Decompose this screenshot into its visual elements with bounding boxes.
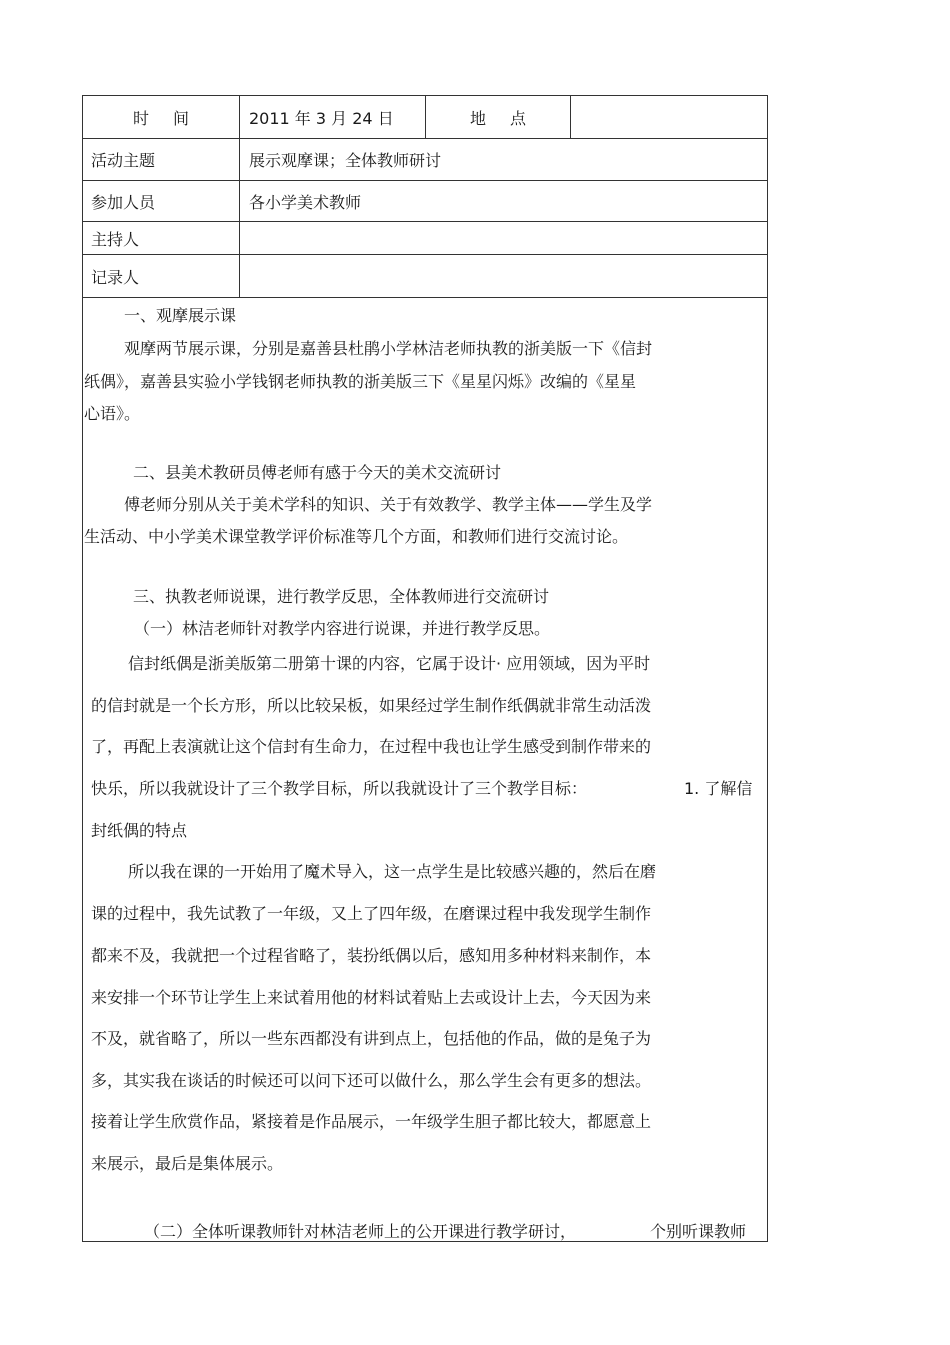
time-label: 时间	[83, 96, 240, 138]
theme-label: 活动主题	[83, 139, 240, 180]
time-value: 2011 年 3 月 24 日	[240, 96, 426, 138]
section-heading: 二、县美术教研员傅老师有感于今天的美术交流研讨	[133, 463, 502, 482]
paragraph-line: 的信封就是一个长方形，所以比较呆板，如果经过学生制作纸偶就非常生动活泼	[91, 696, 652, 715]
theme-row	[83, 139, 767, 181]
paragraph-line: 信封纸偶是浙美版第二册第十课的内容，它属于设计· 应用领域，因为平时	[128, 654, 651, 673]
recorder-value	[240, 255, 767, 297]
section-heading: 一、观摩展示课	[124, 306, 237, 325]
paragraph-line: 多，其实我在谈话的时候还可以问下还可以做什么，那么学生会有更多的想法。	[91, 1071, 652, 1090]
paragraph-line: 封纸偶的特点	[91, 821, 188, 840]
goal-item: 1. 了解信	[684, 779, 753, 798]
host-label: 主持人	[83, 222, 240, 254]
place-label: 地点	[426, 96, 571, 138]
participants-row	[83, 181, 767, 222]
paragraph-line: 来安排一个环节让学生上来试着用他的材料试着贴上去或设计上去，今天因为来	[91, 988, 652, 1007]
paragraph-line: 都来不及，我就把一个过程省略了，装扮纸偶以后，感知用多种材料来制作，本	[91, 946, 652, 965]
section-heading: 三、执教老师说课，进行教学反思，全体教师进行交流研讨	[133, 587, 550, 606]
subsection-heading: （二）全体听课教师针对林洁老师上的公开课进行教学研讨，	[144, 1222, 577, 1241]
paragraph-line: 快乐，所以我就设计了三个教学目标，所以我就设计了三个教学目标：	[91, 779, 588, 798]
paragraph-line: 个别听课教师	[650, 1222, 747, 1241]
paragraph-line: 傅老师分别从关于美术学科的知识、关于有效教学、教学主体——学生及学	[124, 495, 653, 514]
paragraph-line: 不及，就省略了，所以一些东西都没有讲到点上，包括他的作品，做的是兔子为	[91, 1029, 652, 1048]
paragraph-line: 观摩两节展示课，分别是嘉善县杜鹃小学林洁老师执教的浙美版一下《信封	[124, 339, 653, 358]
place-value	[571, 96, 767, 138]
record-content	[83, 298, 767, 1241]
recorder-row	[83, 255, 767, 298]
time-place-row	[83, 96, 767, 139]
theme-value: 展示观摩课；全体教师研讨	[249, 151, 442, 170]
host-value	[240, 222, 767, 254]
paragraph-line: 课的过程中，我先试教了一年级，又上了四年级，在磨课过程中我发现学生制作	[91, 904, 652, 923]
recorder-label: 记录人	[83, 255, 240, 297]
host-row	[83, 222, 767, 255]
subsection-heading: （一）林洁老师针对教学内容进行说课，并进行教学反思。	[134, 619, 551, 638]
paragraph-line: 纸偶》，嘉善县实验小学钱钢老师执教的浙美版三下《星星闪烁》改编的《星星	[84, 372, 637, 391]
participants-value: 各小学美术教师	[249, 192, 362, 212]
paragraph-line: 心语》。	[84, 404, 141, 423]
record-form	[82, 95, 768, 1242]
paragraph-line: 了，再配上表演就让这个信封有生命力，在过程中我也让学生感受到制作带来的	[91, 737, 652, 756]
paragraph-line: 接着让学生欣赏作品，紧接着是作品展示，一年级学生胆子都比较大，都愿意上	[91, 1112, 652, 1131]
paragraph-line: 所以我在课的一开始用了魔术导入，这一点学生是比较感兴趣的，然后在磨	[128, 862, 657, 881]
paragraph-line: 来展示，最后是集体展示。	[91, 1154, 284, 1173]
participants-label: 参加人员	[83, 181, 240, 221]
paragraph-line: 生活动、中小学美术课堂教学评价标准等几个方面，和教师们进行交流讨论。	[84, 527, 629, 546]
